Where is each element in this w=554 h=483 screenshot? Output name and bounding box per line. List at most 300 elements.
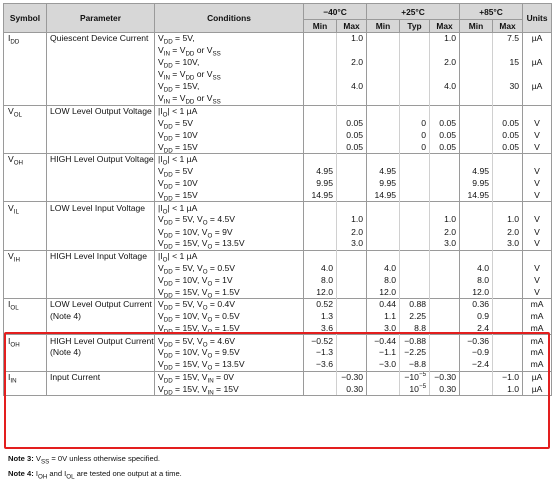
cell-unit: mA	[523, 359, 552, 371]
cell-value	[304, 129, 337, 141]
cell-value	[430, 250, 460, 262]
cell-value: 0.05	[493, 141, 523, 153]
cell-value	[304, 383, 337, 395]
cell-value	[367, 141, 400, 153]
cell-value: 0.44	[367, 299, 400, 311]
cell-value	[430, 93, 460, 105]
cell-value: 15	[493, 57, 523, 69]
cell-symbol	[4, 178, 47, 190]
cell-value: 8.0	[367, 274, 400, 286]
cell-unit	[523, 69, 552, 81]
cell-value: 3.0	[430, 238, 460, 250]
table-row	[4, 262, 552, 274]
cell-conditions: $V_{DD} = 10V$, $V_O = 1V$	[155, 274, 304, 286]
cell-value	[304, 202, 337, 214]
cell-value	[367, 226, 400, 238]
cell-symbol	[4, 45, 47, 57]
table-row	[4, 69, 552, 81]
subheader-min: Min	[304, 20, 337, 33]
cell-value: 0.30	[430, 383, 460, 395]
cell-symbol	[4, 117, 47, 129]
cell-parameter	[47, 274, 155, 286]
cell-conditions: $V_{DD} = 15V$	[155, 141, 304, 153]
cell-parameter	[47, 93, 155, 105]
cell-value: 14.95	[460, 190, 493, 202]
cell-unit: V	[523, 214, 552, 226]
cell-value: −0.9	[460, 347, 493, 359]
cell-value	[460, 153, 493, 165]
cell-value	[337, 178, 367, 190]
cell-unit: µA	[523, 33, 552, 45]
cell-value: 0.05	[430, 141, 460, 153]
cell-value	[304, 81, 337, 93]
cell-parameter	[47, 117, 155, 129]
cell-value: −0.30	[430, 371, 460, 383]
cell-value	[460, 214, 493, 226]
cell-value: 0.52	[304, 299, 337, 311]
cell-value	[400, 226, 430, 238]
cell-unit: mA	[523, 323, 552, 335]
cell-value	[367, 238, 400, 250]
table-row	[4, 335, 552, 347]
cell-value: 2.25	[400, 311, 430, 323]
electrical-characteristics-table	[3, 3, 551, 396]
cell-value	[400, 214, 430, 226]
cell-value: 8.8	[400, 323, 430, 335]
cell-value: 1.0	[337, 214, 367, 226]
cell-value: 9.95	[367, 178, 400, 190]
cell-conditions: $V_{DD} = 10V$, $V_O = 0.5V$	[155, 311, 304, 323]
cell-value	[337, 299, 367, 311]
cell-conditions: $|I_O| < 1$ µA	[155, 105, 304, 117]
cell-value: −2.25	[400, 347, 430, 359]
cell-value	[460, 238, 493, 250]
cell-unit	[523, 153, 552, 165]
cell-value	[460, 93, 493, 105]
cell-value	[400, 81, 430, 93]
cell-conditions: $V_{DD} = 10V$,	[155, 57, 304, 69]
subheader-max: Max	[337, 20, 367, 33]
cell-value	[337, 359, 367, 371]
cell-parameter: LOW Level Output Voltage	[47, 105, 155, 117]
cell-parameter	[47, 190, 155, 202]
table-row	[4, 250, 552, 262]
cell-value	[493, 202, 523, 214]
cell-value	[367, 250, 400, 262]
note-3: Note 3: $V_{SS} = 0V$ unless otherwise specified.	[8, 454, 161, 466]
cell-symbol	[4, 214, 47, 226]
cell-value	[367, 153, 400, 165]
cell-value	[367, 202, 400, 214]
cell-unit	[523, 93, 552, 105]
cell-value	[400, 93, 430, 105]
cell-value	[460, 202, 493, 214]
cell-value	[493, 335, 523, 347]
cell-value	[460, 226, 493, 238]
cell-value: 1.0	[493, 383, 523, 395]
cell-conditions: $V_{DD} = 5V$	[155, 117, 304, 129]
cell-value	[400, 262, 430, 274]
cell-unit: V	[523, 190, 552, 202]
table-row	[4, 238, 552, 250]
cell-value	[430, 286, 460, 298]
table-row	[4, 153, 552, 165]
cell-symbol	[4, 226, 47, 238]
note-4: Note 4: $I_{OH}$ and $I_{OL}$ are tested one output at a time.	[8, 468, 182, 481]
cell-symbol	[4, 190, 47, 202]
cell-value	[430, 335, 460, 347]
cell-value	[460, 250, 493, 262]
cell-value: 1.0	[493, 214, 523, 226]
cell-value	[367, 117, 400, 129]
cell-unit	[523, 105, 552, 117]
cell-value	[493, 262, 523, 274]
cell-value	[337, 323, 367, 335]
cell-value: −0.30	[337, 371, 367, 383]
table-row	[4, 81, 552, 93]
cell-parameter	[47, 214, 155, 226]
cell-value: 2.0	[493, 226, 523, 238]
table-row	[4, 274, 552, 286]
cell-value	[400, 45, 430, 57]
subheader-min: Min	[460, 20, 493, 33]
cell-symbol	[4, 166, 47, 178]
cell-value: 12.0	[304, 286, 337, 298]
cell-value: 0.05	[337, 141, 367, 153]
cell-parameter	[47, 178, 155, 190]
cell-value	[304, 93, 337, 105]
cell-conditions: $V_{DD} = 5V$,	[155, 33, 304, 45]
cell-value	[337, 311, 367, 323]
table-row	[4, 371, 552, 383]
table-row	[4, 347, 552, 359]
cell-value	[460, 117, 493, 129]
cell-value: −2.4	[460, 359, 493, 371]
cell-value	[367, 214, 400, 226]
cell-unit	[523, 250, 552, 262]
cell-value	[400, 202, 430, 214]
table-row	[4, 129, 552, 141]
cell-value	[400, 274, 430, 286]
cell-value	[430, 166, 460, 178]
table-row	[4, 383, 552, 395]
cell-value	[400, 286, 430, 298]
table-row	[4, 33, 552, 45]
cell-value	[304, 69, 337, 81]
cell-value: 4.0	[460, 262, 493, 274]
cell-parameter: Quiescent Device Current	[47, 33, 155, 45]
cell-value: −1.1	[367, 347, 400, 359]
cell-unit: V	[523, 238, 552, 250]
cell-symbol	[4, 57, 47, 69]
cell-value: 12.0	[367, 286, 400, 298]
cell-value	[493, 45, 523, 57]
cell-conditions: $V_{DD} = 5V$, $V_O = 4.5V$	[155, 214, 304, 226]
cell-value	[337, 105, 367, 117]
cell-parameter	[47, 262, 155, 274]
cell-parameter	[47, 323, 155, 335]
table-row	[4, 202, 552, 214]
cell-parameter: HIGH Level Output Voltage	[47, 153, 155, 165]
footnotes	[8, 452, 182, 481]
cell-parameter	[47, 81, 155, 93]
table-row	[4, 178, 552, 190]
cell-value	[400, 57, 430, 69]
cell-value	[430, 45, 460, 57]
cell-symbol	[4, 359, 47, 371]
cell-conditions: $V_{DD} = 5V$, $V_O = 0.4V$	[155, 299, 304, 311]
cell-symbol	[4, 141, 47, 153]
cell-value	[460, 69, 493, 81]
cell-value: 4.0	[337, 81, 367, 93]
cell-value	[337, 202, 367, 214]
cell-value	[337, 69, 367, 81]
cell-value	[304, 57, 337, 69]
cell-value: 1.0	[337, 33, 367, 45]
cell-value	[337, 93, 367, 105]
cell-value	[304, 214, 337, 226]
table-row	[4, 226, 552, 238]
cell-unit	[523, 202, 552, 214]
cell-value: 2.4	[460, 323, 493, 335]
cell-value	[460, 105, 493, 117]
cell-value	[430, 190, 460, 202]
cell-value	[367, 383, 400, 395]
cell-parameter: LOW Level Output Current	[47, 299, 155, 311]
cell-value	[493, 105, 523, 117]
cell-value	[304, 33, 337, 45]
cell-value	[304, 141, 337, 153]
cell-conditions: $V_{DD} = 15V$, $V_O = 13.5V$	[155, 359, 304, 371]
subheader-typ: Typ	[400, 20, 430, 33]
cell-parameter	[47, 166, 155, 178]
cell-parameter: (Note 4)	[47, 347, 155, 359]
cell-symbol: $I_{OL}$	[4, 299, 47, 311]
cell-value: $-10^{-5}$	[400, 371, 430, 383]
cell-symbol	[4, 383, 47, 395]
header-temp-minus40: −40°C	[304, 4, 367, 20]
cell-conditions: $V_{IN} = V_{DD}$ or $V_{SS}$	[155, 45, 304, 57]
cell-value: −1.3	[304, 347, 337, 359]
cell-value	[400, 153, 430, 165]
cell-value: 0.05	[430, 117, 460, 129]
cell-value	[400, 238, 430, 250]
cell-parameter: (Note 4)	[47, 311, 155, 323]
table-row	[4, 166, 552, 178]
cell-value: 1.0	[430, 214, 460, 226]
cell-unit	[523, 45, 552, 57]
cell-value: 1.1	[367, 311, 400, 323]
cell-value	[367, 129, 400, 141]
cell-symbol	[4, 323, 47, 335]
cell-unit: µA	[523, 57, 552, 69]
cell-value	[304, 250, 337, 262]
cell-value: 12.0	[460, 286, 493, 298]
cell-value	[400, 105, 430, 117]
cell-value	[400, 190, 430, 202]
cell-parameter: HIGH Level Output Current	[47, 335, 155, 347]
cell-parameter	[47, 383, 155, 395]
cell-value: 2.0	[430, 226, 460, 238]
cell-conditions: $|I_O| < 1$ µA	[155, 153, 304, 165]
cell-value: −8.8	[400, 359, 430, 371]
cell-value: 0.88	[400, 299, 430, 311]
cell-parameter	[47, 141, 155, 153]
header-temp-plus85: +85°C	[460, 4, 523, 20]
cell-symbol	[4, 69, 47, 81]
cell-value: 2.0	[430, 57, 460, 69]
cell-value	[304, 45, 337, 57]
header-symbol: Symbol	[4, 4, 47, 33]
cell-parameter	[47, 69, 155, 81]
cell-conditions: $V_{DD} = 15V$	[155, 190, 304, 202]
cell-value	[304, 153, 337, 165]
cell-symbol	[4, 347, 47, 359]
subheader-max: Max	[430, 20, 460, 33]
cell-value	[460, 33, 493, 45]
cell-conditions: $V_{DD} = 10V$	[155, 129, 304, 141]
cell-value	[460, 57, 493, 69]
cell-unit: mA	[523, 347, 552, 359]
cell-unit: µA	[523, 371, 552, 383]
cell-value	[430, 311, 460, 323]
cell-value	[400, 33, 430, 45]
cell-value	[337, 347, 367, 359]
cell-parameter	[47, 45, 155, 57]
header-temp-plus25: +25°C	[367, 4, 460, 20]
cell-parameter	[47, 226, 155, 238]
table-row	[4, 45, 552, 57]
cell-value	[400, 178, 430, 190]
cell-value	[460, 129, 493, 141]
cell-value	[337, 286, 367, 298]
cell-value	[337, 190, 367, 202]
cell-value	[493, 323, 523, 335]
cell-unit: V	[523, 286, 552, 298]
cell-value	[493, 178, 523, 190]
cell-value	[430, 69, 460, 81]
cell-value: 2.0	[337, 57, 367, 69]
cell-unit: V	[523, 262, 552, 274]
table-row	[4, 214, 552, 226]
cell-value: 0.05	[337, 129, 367, 141]
cell-value: $10^{-5}$	[400, 383, 430, 395]
cell-value	[430, 178, 460, 190]
table-row	[4, 57, 552, 69]
cell-value: 4.0	[367, 262, 400, 274]
cell-value	[460, 81, 493, 93]
cell-unit: µA	[523, 383, 552, 395]
cell-value: 14.95	[367, 190, 400, 202]
cell-parameter	[47, 129, 155, 141]
table-row	[4, 93, 552, 105]
cell-symbol	[4, 262, 47, 274]
cell-value: 30	[493, 81, 523, 93]
cell-value	[367, 371, 400, 383]
cell-value	[337, 166, 367, 178]
cell-value	[304, 105, 337, 117]
cell-symbol	[4, 129, 47, 141]
cell-value: 3.0	[367, 323, 400, 335]
cell-value: 8.0	[304, 274, 337, 286]
cell-parameter: HIGH Level Input Voltage	[47, 250, 155, 262]
table-row	[4, 359, 552, 371]
table-row	[4, 299, 552, 311]
cell-value: 1.0	[430, 33, 460, 45]
cell-value: 3.0	[493, 238, 523, 250]
cell-value	[400, 250, 430, 262]
cell-value: 8.0	[460, 274, 493, 286]
cell-value: 0.30	[337, 383, 367, 395]
cell-value	[430, 262, 460, 274]
cell-value	[430, 274, 460, 286]
cell-parameter	[47, 286, 155, 298]
cell-value	[493, 347, 523, 359]
cell-value	[460, 45, 493, 57]
cell-symbol: $V_{IH}$	[4, 250, 47, 262]
table-row	[4, 117, 552, 129]
cell-value	[493, 311, 523, 323]
cell-value: 0.05	[493, 129, 523, 141]
cell-value	[367, 81, 400, 93]
cell-unit: mA	[523, 299, 552, 311]
cell-value	[430, 347, 460, 359]
cell-value	[337, 45, 367, 57]
cell-conditions: $V_{DD} = 15V$, $V_O = 1.5V$	[155, 323, 304, 335]
cell-symbol	[4, 238, 47, 250]
table-row	[4, 311, 552, 323]
cell-value	[493, 286, 523, 298]
cell-value: −1.0	[493, 371, 523, 383]
cell-value	[337, 262, 367, 274]
cell-value	[460, 371, 493, 383]
cell-value: −0.88	[400, 335, 430, 347]
cell-value: 9.95	[304, 178, 337, 190]
cell-value: 3.6	[304, 323, 337, 335]
cell-conditions: $V_{DD} = 5V$, $V_O = 4.6V$	[155, 335, 304, 347]
cell-value	[337, 153, 367, 165]
cell-conditions: $V_{DD} = 15V$, $V_O = 13.5V$	[155, 238, 304, 250]
subheader-min: Min	[367, 20, 400, 33]
cell-value: 0	[400, 129, 430, 141]
cell-value: 0.36	[460, 299, 493, 311]
cell-parameter: Input Current	[47, 371, 155, 383]
cell-conditions: $V_{DD} = 15V$,	[155, 81, 304, 93]
cell-value	[400, 69, 430, 81]
spec-table-body	[4, 33, 552, 396]
cell-symbol: $I_{DD}$	[4, 33, 47, 45]
cell-parameter	[47, 57, 155, 69]
cell-symbol	[4, 274, 47, 286]
cell-conditions: $V_{DD} = 5V$	[155, 166, 304, 178]
cell-value	[337, 335, 367, 347]
cell-value: 4.95	[367, 166, 400, 178]
cell-value: 7.5	[493, 33, 523, 45]
cell-unit: µA	[523, 81, 552, 93]
cell-conditions: $V_{DD} = 15V$, $V_O = 1.5V$	[155, 286, 304, 298]
cell-value	[493, 299, 523, 311]
cell-value	[367, 93, 400, 105]
cell-value	[493, 359, 523, 371]
subheader-max: Max	[493, 20, 523, 33]
cell-value	[337, 250, 367, 262]
table-row	[4, 105, 552, 117]
cell-conditions: $V_{DD} = 15V$, $V_{IN} = 0V$	[155, 371, 304, 383]
cell-value	[367, 69, 400, 81]
table-row	[4, 190, 552, 202]
cell-unit: V	[523, 178, 552, 190]
cell-unit: V	[523, 129, 552, 141]
